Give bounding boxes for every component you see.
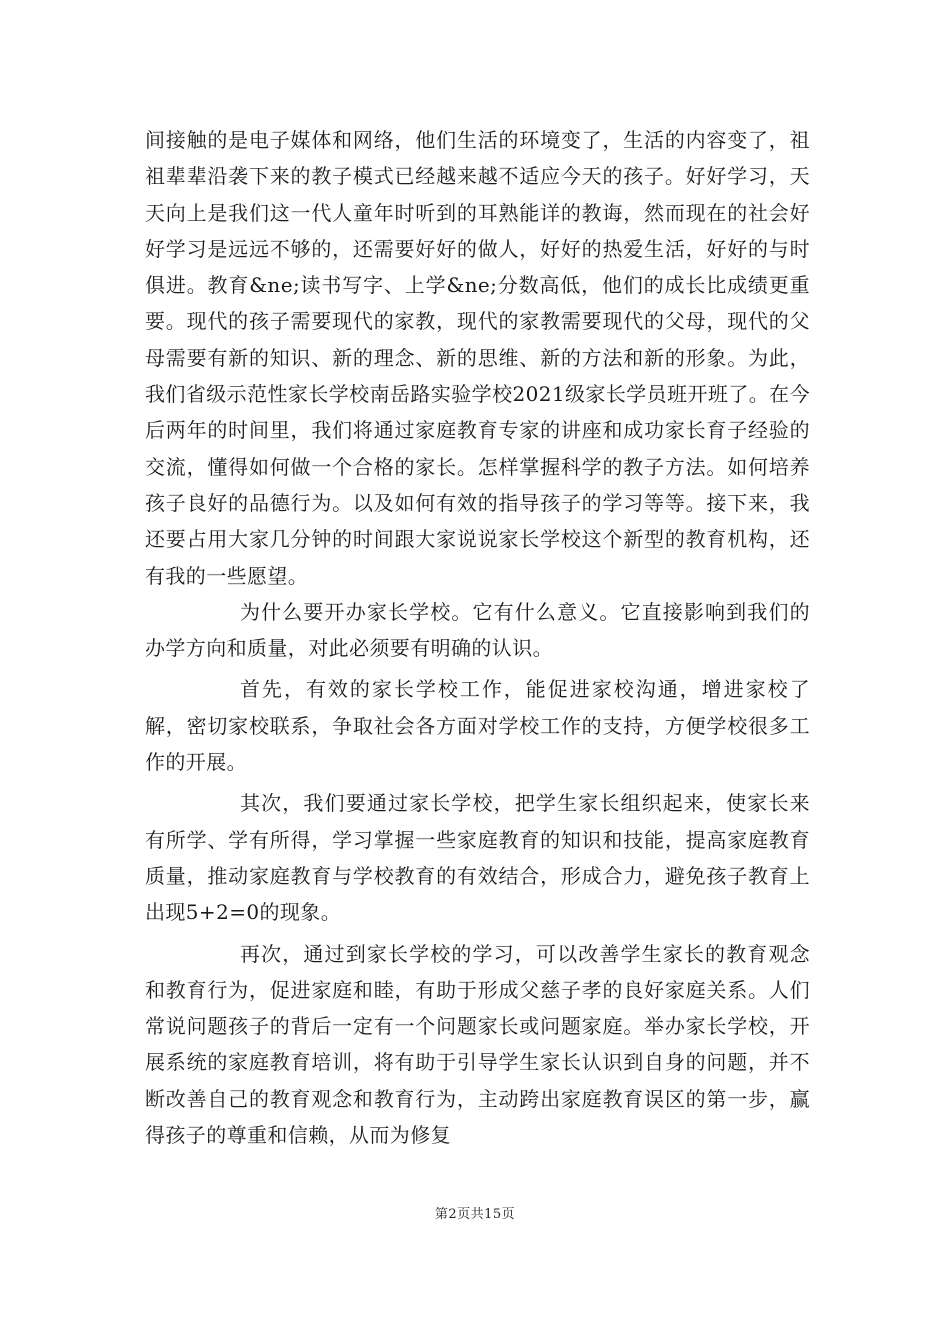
paragraph-third-point: 再次，通过到家长学校的学习，可以改善学生家长的教育观念和教育行为，促进家庭和睦，有助于形成父慈子孝的良好家庭关系。人们常说问题孩子的背后一定有一个问题家长或问题家庭。举办家长学校，开展系统的家庭教育培训，将有助于引导学生家长认识到自身的问题，并不断改善自己的教育观念和教育行为，主动跨出家庭教育误区的第一步，赢得孩子的尊重和信赖，从而为修复 [145, 941, 810, 1148]
paragraph-first-point: 首先，有效的家长学校工作，能促进家校沟通，增进家校了解，密切家校联系，争取社会各方面对学校工作的支持，方便学校很多工作的开展。 [145, 677, 810, 775]
paragraph-why-parent-school: 为什么要开办家长学校。它有什么意义。它直接影响到我们的办学方向和质量，对此必须要有明确的认识。 [145, 599, 810, 661]
paragraph-continued: 间接触的是电子媒体和网络，他们生活的环境变了，生活的内容变了，祖祖辈辈沿袭下来的教子模式已经越来越不适应今天的孩子。好好学习，天天向上是我们这一代人童年时听到的耳熟能详的教诲，然而现在的社会好好学习是远远不够的，还需要好好的做人，好好的热爱生活，好好的与时俱进。教育&ne;读书写字、上学&ne;分数高低，他们的成长比成绩更重要。现代的孩子需要现代的家教，现代的家教需要现代的父母，现代的父母需要有新的知识、新的理念、新的思维、新的方法和新的形象。为此，我们省级示范性家长学校南岳路实验学校2021级家长学员班开班了。在今后两年的时间里，我们将通过家庭教育专家的讲座和成功家长育子经验的交流，懂得如何做一个合格的家长。怎样掌握科学的教子方法。如何培养孩子良好的品德行为。以及如何有效的指导孩子的学习等等。接下来，我还要占用大家几分钟的时间跟大家说说家长学校这个新型的教育机构，还有我的一些愿望。 [145, 128, 810, 588]
page-footer [0, 1203, 950, 1222]
paragraph-second-point: 其次，我们要通过家长学校，把学生家长组织起来，使家长来有所学、学有所得，学习掌握一些家庭教育的知识和技能，提高家庭教育质量，推动家庭教育与学校教育的有效结合，形成合力，避免孩子教育上出现5+2=0的现象。 [145, 791, 810, 925]
page-number-label: 第2页共15页 [434, 1207, 516, 1222]
document-body [145, 122, 810, 1153]
